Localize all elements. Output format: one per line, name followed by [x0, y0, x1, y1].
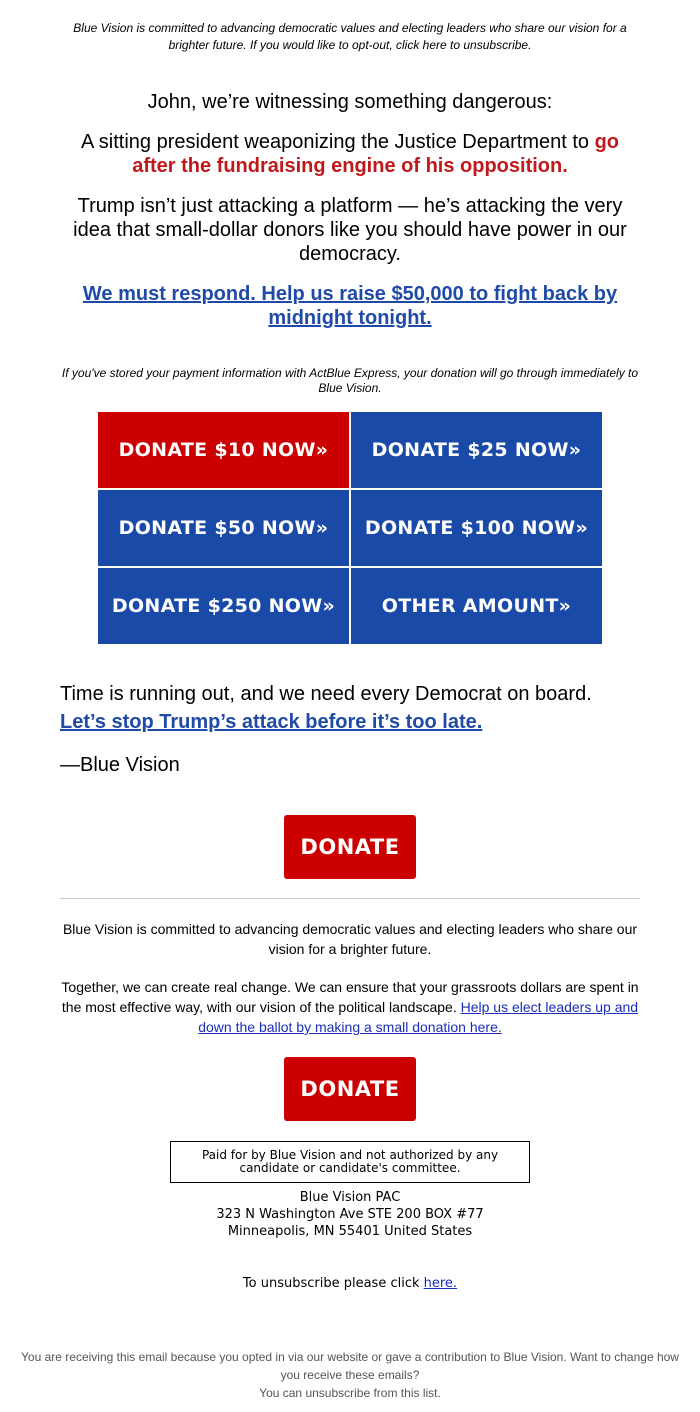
donate-50-button[interactable]: DONATE $50 NOW» [98, 490, 349, 566]
actblue-note: If you've stored your payment information with ActBlue Express, your donation will go through immediately to Blue Vision. [61, 366, 639, 395]
unsubscribe-link[interactable]: here. [423, 1276, 458, 1291]
cta-link[interactable]: We must respond. Help us raise $50,000 to fight back by midnight tonight. [82, 283, 618, 329]
donate-10-button[interactable]: DONATE $10 NOW» [98, 412, 349, 488]
closing-link[interactable]: Let’s stop Trump’s attack before it’s too late. [60, 711, 483, 733]
paragraph-trump: Trump isn’t just attacking a platform — he’s attacking the very idea that small-dollar donors like you should have power in our democracy. [73, 195, 627, 265]
bottom-notice [14, 1348, 686, 1402]
unsubscribe-line [100, 1275, 600, 1292]
unsubscribe-text: To unsubscribe please click [242, 1276, 424, 1291]
donate-25-button[interactable]: DONATE $25 NOW» [351, 412, 602, 488]
donate-other-amount-button[interactable]: OTHER AMOUNT» [351, 568, 602, 644]
footer-donation-link[interactable]: Help us elect leaders up and down the ballot by making a small donation here. [198, 999, 639, 1035]
closing-paragraph [60, 680, 650, 736]
address-block [100, 1189, 600, 1240]
org-name: Blue Vision PAC [299, 1190, 401, 1205]
paid-for-disclaimer: Paid for by Blue Vision and not authorized by any candidate or candidate's committee. [170, 1141, 530, 1183]
address-line-1: 323 N Washington Ave STE 200 BOX #77 [216, 1207, 484, 1222]
divider [60, 898, 640, 899]
donate-250-button[interactable]: DONATE $250 NOW» [98, 568, 349, 644]
footer-together-text: Together, we can create real change. We can ensure that your grassroots dollars are spent in the most effective way, with our vision of the political landscape. [61, 979, 639, 1015]
donate-grid [98, 412, 602, 643]
donate-100-button[interactable]: DONATE $100 NOW» [351, 490, 602, 566]
donate-button[interactable]: DONATE [284, 815, 416, 879]
bottom-notice-line-1: You are receiving this email because you opted in via our website or gave a contribution to Blue Vision. Want to change how you receive these emails? [21, 1350, 679, 1382]
bottom-notice-line-2[interactable]: You can unsubscribe from this list. [259, 1386, 441, 1400]
paragraph-justice [60, 130, 640, 178]
address-line-2: Minneapolis, MN 55401 United States [227, 1224, 473, 1239]
footer-mission: Blue Vision is committed to advancing democratic values and electing leaders who share our vision for a brighter future. [62, 921, 638, 957]
paragraph-justice-highlight: go after the fundraising engine of his opposition. [132, 131, 620, 177]
preheader-text: Blue Vision is committed to advancing democratic values and electing leaders who share our vision for a brighter future. If you would like to opt-out, click here to unsubscribe. [73, 21, 627, 52]
cta-paragraph [60, 282, 640, 330]
paragraph-justice-plain: A sitting president weaponizing the Justice Department to [80, 131, 595, 153]
signature: —Blue Vision [60, 754, 180, 776]
greeting: John, we’re witnessing something dangerous: [147, 91, 553, 113]
footer-together [60, 977, 640, 1037]
footer-donate-button[interactable]: DONATE [284, 1057, 416, 1121]
closing-line: Time is running out, and we need every Democrat on board. [60, 683, 592, 705]
